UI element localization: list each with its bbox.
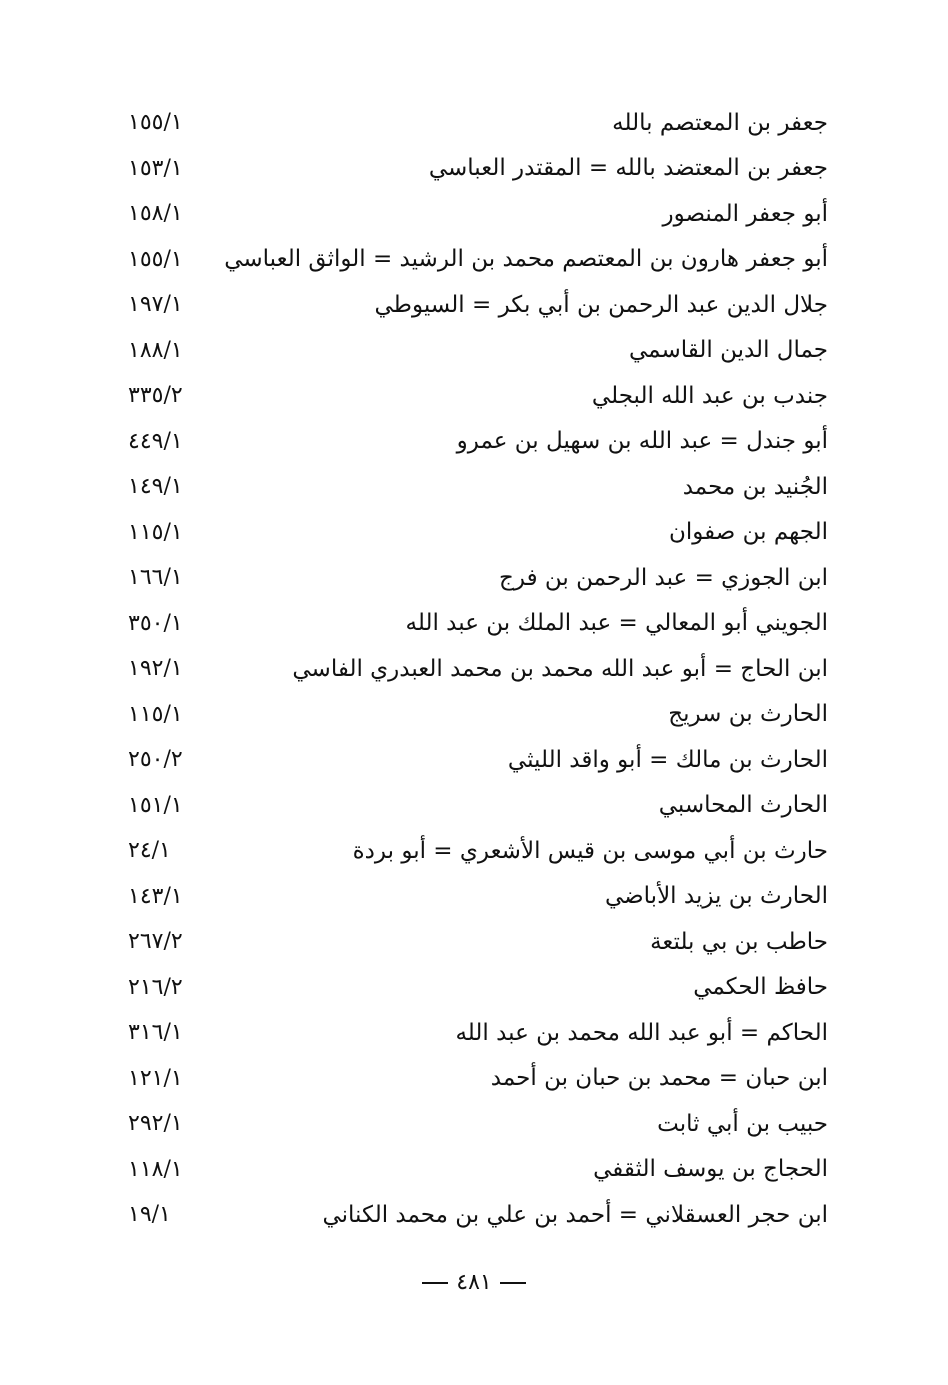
page-footer — [0, 1270, 948, 1295]
entry-name: جلال الدين عبد الرحمن بن أبي بكر = السيوطي — [374, 291, 828, 318]
index-entry — [128, 1192, 828, 1238]
volume-page-reference: ١١٨/١ — [128, 1156, 183, 1182]
entry-name: ابن حجر العسقلاني = أحمد بن علي بن محمد الكناني — [322, 1201, 828, 1228]
volume-page-reference: ١١٥/١ — [128, 519, 183, 545]
volume-page-reference: ١٥٥/١ — [128, 246, 183, 272]
index-entry — [128, 1101, 828, 1147]
index-entry — [128, 100, 828, 146]
index-entry — [128, 237, 828, 283]
entry-name: ابن الجوزي = عبد الرحمن بن فرج — [499, 564, 828, 591]
entry-name: الحارث بن سريج — [668, 701, 828, 728]
index-entry — [128, 874, 828, 920]
volume-page-reference: ١٨٨/١ — [128, 337, 183, 363]
volume-page-reference: ٢٤/١ — [128, 838, 171, 864]
volume-page-reference: ٤٤٩/١ — [128, 428, 183, 454]
index-entry — [128, 737, 828, 783]
index-entry — [128, 191, 828, 237]
entry-name: الجُنيد بن محمد — [682, 473, 828, 500]
page-number-right-dash — [500, 1282, 526, 1284]
entry-name: الحارث المحاسبي — [658, 792, 828, 819]
entry-name: الجهم بن صفوان — [668, 519, 828, 546]
index-entry — [128, 146, 828, 192]
entry-name: الحارث بن مالك = أبو واقد الليثي — [507, 746, 828, 773]
volume-page-reference: ٢٥٠/٢ — [128, 747, 183, 773]
volume-page-reference: ٣٥٠/١ — [128, 610, 183, 636]
volume-page-reference: ٢٩٢/١ — [128, 1111, 183, 1137]
index-entry — [128, 555, 828, 601]
index-entry — [128, 328, 828, 374]
entry-name: الحجاج بن يوسف الثقفي — [593, 1156, 828, 1183]
index-entry — [128, 282, 828, 328]
entry-name: حبيب بن أبي ثابت — [657, 1110, 828, 1137]
index-entry — [128, 1056, 828, 1102]
index-entry — [128, 1147, 828, 1193]
page-number-left-dash — [422, 1282, 448, 1284]
entry-name: الحارث بن يزيد الأباضي — [604, 883, 828, 910]
volume-page-reference: ٣٣٥/٢ — [128, 383, 183, 409]
index-entry-list — [128, 100, 828, 1238]
volume-page-reference: ١٥٣/١ — [128, 155, 183, 181]
volume-page-reference: ١٢١/١ — [128, 1065, 183, 1091]
volume-page-reference: ١٩٢/١ — [128, 656, 183, 682]
index-entry — [128, 783, 828, 829]
entry-name: حاطب بن بي بلتعة — [650, 928, 828, 955]
index-entry — [128, 601, 828, 647]
volume-page-reference: ١٥١/١ — [128, 792, 183, 818]
volume-page-reference: ١٥٥/١ — [128, 110, 183, 136]
entry-name: ابن الحاج = أبو عبد الله محمد بن محمد العبدري الفاسي — [292, 655, 828, 682]
volume-page-reference: ٢١٦/٢ — [128, 974, 183, 1000]
entry-name: جمال الدين القاسمي — [628, 337, 828, 364]
volume-page-reference: ١١٥/١ — [128, 701, 183, 727]
volume-page-reference: ١٩/١ — [128, 1202, 171, 1228]
index-entry — [128, 464, 828, 510]
volume-page-reference: ١٥٨/١ — [128, 201, 183, 227]
index-entry — [128, 373, 828, 419]
index-entry — [128, 919, 828, 965]
volume-page-reference: ٣١٦/١ — [128, 1020, 183, 1046]
volume-page-reference: ٢٦٧/٢ — [128, 929, 183, 955]
volume-page-reference: ١٤٣/١ — [128, 883, 183, 909]
volume-page-reference: ١٦٦/١ — [128, 565, 183, 591]
index-entry — [128, 1010, 828, 1056]
index-entry — [128, 419, 828, 465]
entry-name: الحاكم = أبو عبد الله محمد بن عبد الله — [455, 1019, 828, 1046]
entry-name: أبو جعفر المنصور — [662, 200, 828, 227]
volume-page-reference: ١٩٧/١ — [128, 292, 183, 318]
entry-name: جعفر بن المعتصم بالله — [612, 109, 828, 136]
index-entry — [128, 510, 828, 556]
index-entry — [128, 965, 828, 1011]
entry-name: حافظ الحكمي — [693, 974, 828, 1001]
entry-name: أبو جعفر هارون بن المعتصم محمد بن الرشيد = الواثق العباسي — [224, 246, 828, 273]
index-entry — [128, 828, 828, 874]
entry-name: جندب بن عبد الله البجلي — [591, 382, 828, 409]
entry-name: الجويني أبو المعالي = عبد الملك بن عبد الله — [405, 610, 828, 637]
index-entry — [128, 646, 828, 692]
volume-page-reference: ١٤٩/١ — [128, 474, 183, 500]
page-number: ٤٨١ — [456, 1270, 492, 1295]
entry-name: ابن حبان = محمد بن حبان بن أحمد — [490, 1065, 828, 1092]
index-entry — [128, 692, 828, 738]
entry-name: جعفر بن المعتضد بالله = المقتدر العباسي — [428, 155, 828, 182]
entry-name: أبو جندل = عبد الله بن سهيل بن عمرو — [456, 428, 828, 455]
entry-name: حارث بن أبي موسى بن قيس الأشعري = أبو بردة — [352, 837, 828, 864]
